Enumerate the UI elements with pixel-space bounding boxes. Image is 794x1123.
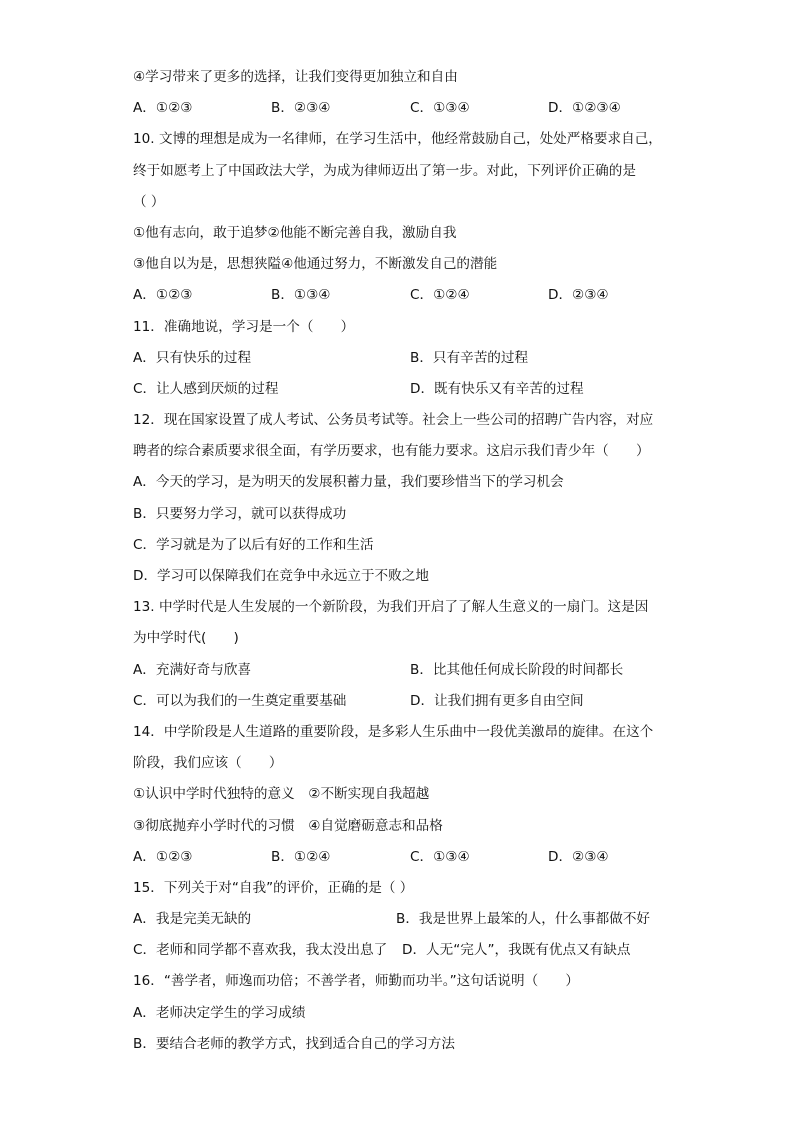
q10-statements-1: ①他有志向，敢于追梦②他能不断完善自我，激励自我 bbox=[133, 224, 457, 241]
q16-option-a: A．老师决定学生的学习成绩 bbox=[133, 1004, 306, 1021]
statement-4: ④学习带来了更多的选择，让我们变得更加独立和自由 bbox=[133, 69, 458, 85]
q15-options-cd bbox=[133, 935, 663, 966]
q9-option-c: C．①③④ bbox=[410, 100, 470, 117]
q10-option-d: D．②③④ bbox=[548, 287, 609, 304]
q13-options-ab bbox=[133, 655, 663, 686]
q10-option-b: B．①③④ bbox=[271, 287, 331, 304]
q11-options-cd bbox=[133, 374, 663, 405]
q13-option-b: B．比其他任何成长阶段的时间都长 bbox=[410, 661, 624, 678]
q10-stem-line-2: 终于如愿考上了中国政法大学，为成为律师迈出了第一步。对此，下列评价正确的是 bbox=[133, 162, 636, 179]
q13-stem-line-2: 为中学时代( ) bbox=[133, 630, 239, 647]
q15-option-c: C．老师和同学都不喜欢我，我太没出息了 bbox=[133, 942, 388, 959]
q9-option-a: A．①②③ bbox=[133, 100, 193, 117]
q10-option-c: C．①②④ bbox=[410, 287, 470, 304]
q14-option-a: A．①②③ bbox=[133, 848, 193, 865]
q9-option-d: D．①②③④ bbox=[548, 100, 621, 117]
q16-stem: 16．“善学者，师逸而功倍；不善学者，师勤而功半。”这句话说明（ ） bbox=[133, 973, 579, 990]
q13-option-a: A．充满好奇与欣喜 bbox=[133, 661, 252, 678]
q13-options-cd bbox=[133, 686, 663, 717]
q14-option-d: D．②③④ bbox=[548, 848, 609, 865]
q14-option-c: C．①③④ bbox=[410, 848, 470, 865]
q15-option-d: D．人无“完人”，我既有优点又有缺点 bbox=[402, 942, 631, 959]
q12-option-d: D．学习可以保障我们在竞争中永远立于不败之地 bbox=[133, 568, 429, 584]
q11-option-a: A．只有快乐的过程 bbox=[133, 349, 252, 366]
q15-stem: 15．下列关于对“自我”的评价，正确的是（ ） bbox=[133, 879, 414, 896]
q14-statements-1: ①认识中学时代独特的意义 ②不断实现自我超越 bbox=[133, 786, 430, 803]
q11-option-d: D．既有快乐又有辛苦的过程 bbox=[410, 380, 584, 397]
q10-stem-line-1: 10. 文博的理想是成为一名律师，在学习生活中，他经常鼓励自己，处处严格要求自己， bbox=[133, 131, 662, 148]
q9-option-b: B．②③④ bbox=[271, 100, 331, 117]
q11-option-c: C．让人感到厌烦的过程 bbox=[133, 380, 279, 397]
q12-option-c: C．学习就是为了以后有好的工作和生活 bbox=[133, 536, 374, 553]
q14-statements-2: ③彻底抛弃小学时代的习惯 ④自觉磨砺意志和品格 bbox=[133, 817, 443, 834]
q15-options-ab bbox=[133, 904, 663, 935]
q12-option-a: A．今天的学习，是为明天的发展积蓄力量，我们要珍惜当下的学习机会 bbox=[133, 474, 564, 491]
q10-option-a: A．①②③ bbox=[133, 287, 193, 304]
q12-stem-line-2: 聘者的综合素质要求很全面，有学历要求，也有能力要求。这启示我们青少年（ ） bbox=[133, 443, 650, 460]
q14-stem-line-1: 14．中学阶段是人生道路的重要阶段，是多彩人生乐曲中一段优美激昂的旋律。在这个 bbox=[133, 723, 654, 740]
q11-stem: 11．准确地说，学习是一个（ ） bbox=[133, 318, 355, 335]
q12-stem-line-1: 12．现在国家设置了成人考试、公务员考试等。社会上一些公司的招聘广告内容，对应 bbox=[133, 412, 654, 429]
q16-option-b: B．要结合老师的教学方式，找到适合自己的学习方法 bbox=[133, 1035, 455, 1052]
q10-stem-line-3: （ ） bbox=[133, 193, 165, 210]
q10-statements-2: ③他自以为是，思想狭隘④他通过努力，不断激发自己的潜能 bbox=[133, 256, 498, 273]
q13-option-c: C．可以为我们的一生奠定重要基础 bbox=[133, 692, 347, 709]
q11-option-b: B．只有辛苦的过程 bbox=[410, 349, 529, 366]
q15-option-b: B．我是世界上最笨的人，什么事都做不好 bbox=[396, 911, 651, 928]
q10-options bbox=[133, 280, 663, 311]
q13-option-d: D．让我们拥有更多自由空间 bbox=[410, 692, 584, 709]
q14-option-b: B．①②④ bbox=[271, 848, 331, 865]
q15-option-a: A．我是完美无缺的 bbox=[133, 911, 252, 928]
q13-stem-line-1: 13. 中学时代是人生发展的一个新阶段，为我们开启了了解人生意义的一扇门。这是因 bbox=[133, 599, 649, 616]
q11-options-ab bbox=[133, 343, 663, 374]
exam-page bbox=[133, 62, 663, 1060]
q14-stem-line-2: 阶段，我们应该（ ） bbox=[133, 755, 283, 772]
q12-option-b: B．只要努力学习，就可以获得成功 bbox=[133, 505, 347, 522]
q9-options bbox=[133, 93, 663, 124]
q14-options bbox=[133, 842, 663, 873]
